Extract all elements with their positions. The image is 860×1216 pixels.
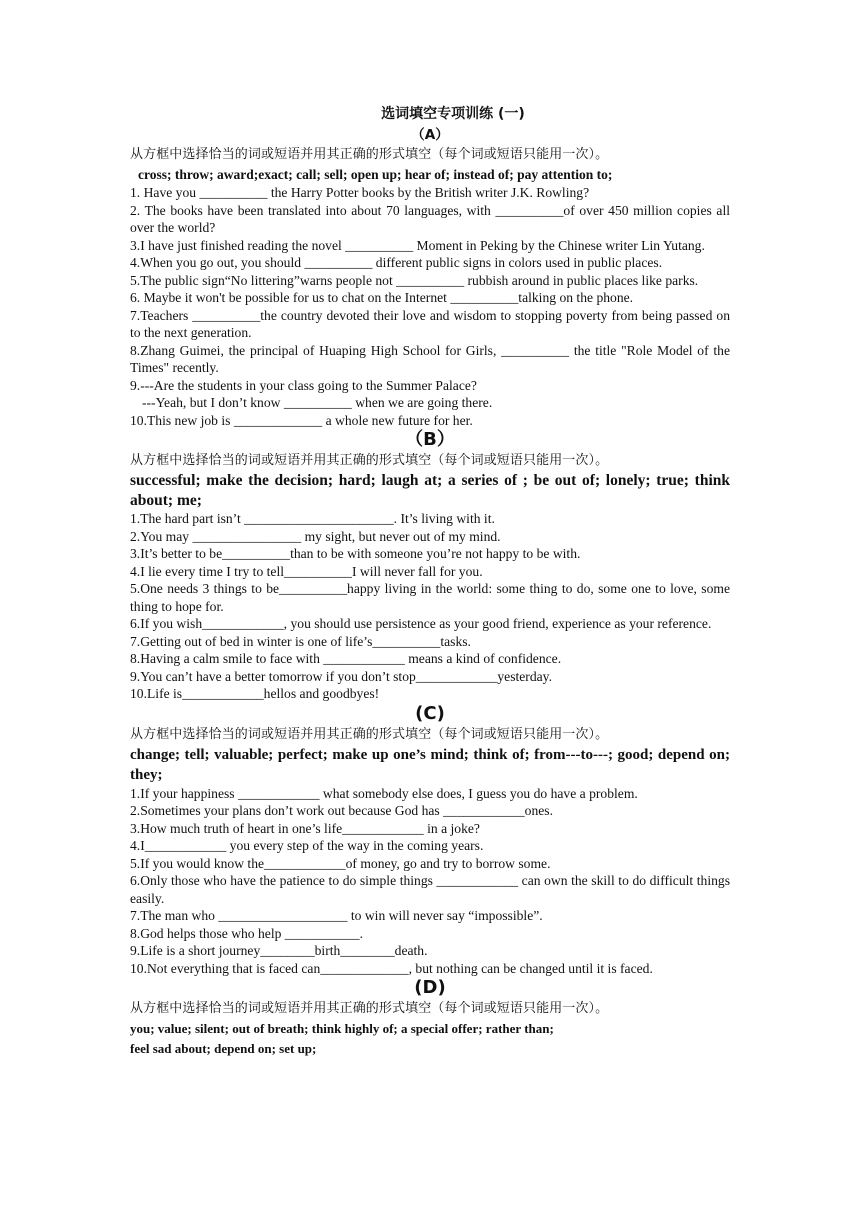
section-b-label: （B）	[405, 429, 455, 450]
section-c-word-bank: change; tell; valuable; perfect; make up one’s mind; think of; from---to---; good; depend on; they;	[130, 746, 730, 783]
question-c-7: 7.The man who ___________________ to win will never say “impossible”.	[130, 908, 543, 923]
question-b-5: 5.One needs 3 things to be__________happy living in the world: some thing to do, some one to love, some thing to hope for.	[130, 581, 730, 614]
question-a-9-reply: ---Yeah, but I don’t know __________ when we are going there.	[142, 395, 493, 410]
section-c-instruction: 从方框中选择恰当的词或短语并用其正确的形式填空（每个词或短语只能用一次）。	[130, 726, 609, 742]
section-a-label: （A）	[411, 127, 449, 143]
question-b-3: 3.It’s better to be__________than to be with someone you’re not happy to be with.	[130, 546, 581, 561]
question-c-1: 1.If your happiness ____________ what somebody else does, I guess you do have a problem.	[130, 785, 638, 801]
section-d-label: (D)	[414, 977, 446, 998]
section-d-word-bank-line-2: feel sad about; depend on; set up;	[130, 1041, 317, 1056]
question-a-8: 8.Zhang Guimei, the principal of Huaping High School for Girls, __________ the title "Role Model of the Times" recently.	[130, 342, 730, 375]
question-c-5: 5.If you would know the____________of money, go and try to borrow some.	[130, 855, 551, 871]
section-d-instruction: 从方框中选择恰当的词或短语并用其正确的形式填空（每个词或短语只能用一次）。	[130, 1001, 609, 1016]
question-b-7: 7.Getting out of bed in winter is one of life’s__________tasks.	[130, 633, 471, 649]
question-c-10: 10.Not everything that is faced can_____________, but nothing can be changed until it is faced.	[130, 960, 653, 976]
section-c-label: (C)	[415, 702, 445, 724]
question-c-6: 6.Only those who have the patience to do simple things ____________ can own the skill to do difficult things easily.	[130, 873, 730, 906]
question-a-9: 9.---Are the students in your class going to the Summer Palace?	[130, 377, 477, 393]
question-a-10: 10.This new job is _____________ a whole new future for her.	[130, 412, 473, 428]
question-a-2: 2. The books have been translated into about 70 languages, with __________of over 450 million copies all over the world?	[130, 202, 730, 235]
section-d-word-bank: you; value; silent; out of breath; think highly of; a special offer; rather than;	[130, 1021, 554, 1036]
question-a-7: 7.Teachers __________the country devoted their love and wisdom to stopping poverty from being passed on to the next generation.	[130, 307, 730, 340]
question-c-2: 2.Sometimes your plans don’t work out because God has ____________ones.	[130, 803, 553, 818]
question-b-6: 6.If you wish____________, you should use persistence as your good friend, experience as your reference.	[130, 616, 712, 631]
section-b-word-bank: successful; make the decision; hard; laugh at; a series of ; be out of; lonely; true; think about; me;	[130, 472, 730, 509]
section-b-instruction: 从方框中选择恰当的词或短语并用其正确的形式填空（每个词或短语只能用一次）。	[130, 453, 609, 468]
section-c-questions	[130, 785, 730, 978]
worksheet-page	[130, 104, 730, 1059]
question-a-4: 4.When you go out, you should __________ different public signs in colors used in public places.	[130, 255, 663, 270]
question-a-3: 3.I have just finished reading the novel __________ Moment in Peking by the Chinese writer Lin Yutang.	[130, 237, 705, 253]
question-c-4: 4.I____________ you every step of the way in the coming years.	[130, 838, 484, 853]
question-c-8: 8.God helps those who help ___________.	[130, 925, 363, 941]
question-b-2: 2.You may ________________ my sight, but never out of my mind.	[130, 528, 501, 544]
question-b-1: 1.The hard part isn’t ______________________. It’s living with it.	[130, 511, 495, 526]
question-b-10: 10.Life is____________hellos and goodbyes!	[130, 686, 380, 701]
question-a-1: 1. Have you __________ the Harry Potter books by the British writer J.K. Rowling?	[130, 185, 590, 200]
question-a-5: 5.The public sign“No littering”warns people not __________ rubbish around in public places like parks.	[130, 272, 699, 288]
question-c-9: 9.Life is a short journey________birth________death.	[130, 943, 428, 958]
section-b-questions	[130, 510, 730, 703]
section-a-word-bank: cross; throw; award;exact; call; sell; open up; hear of; instead of; pay attention to;	[138, 167, 613, 182]
question-a-6: 6. Maybe it won't be possible for us to chat on the Internet __________talking on the phone.	[130, 290, 634, 305]
page-title: 选词填空专项训练 (一)	[381, 106, 525, 122]
section-a-questions	[130, 184, 730, 429]
question-b-9: 9.You can’t have a better tomorrow if you don’t stop____________yesterday.	[130, 668, 552, 684]
question-b-8: 8.Having a calm smile to face with ____________ means a kind of confidence.	[130, 651, 562, 666]
question-b-4: 4.I lie every time I try to tell__________I will never fall for you.	[130, 563, 483, 579]
question-c-3: 3.How much truth of heart in one’s life____________ in a joke?	[130, 820, 480, 836]
section-a-instruction: 从方框中选择恰当的词或短语并用其正确的形式填空（每个词或短语只能用一次）。	[130, 147, 609, 162]
